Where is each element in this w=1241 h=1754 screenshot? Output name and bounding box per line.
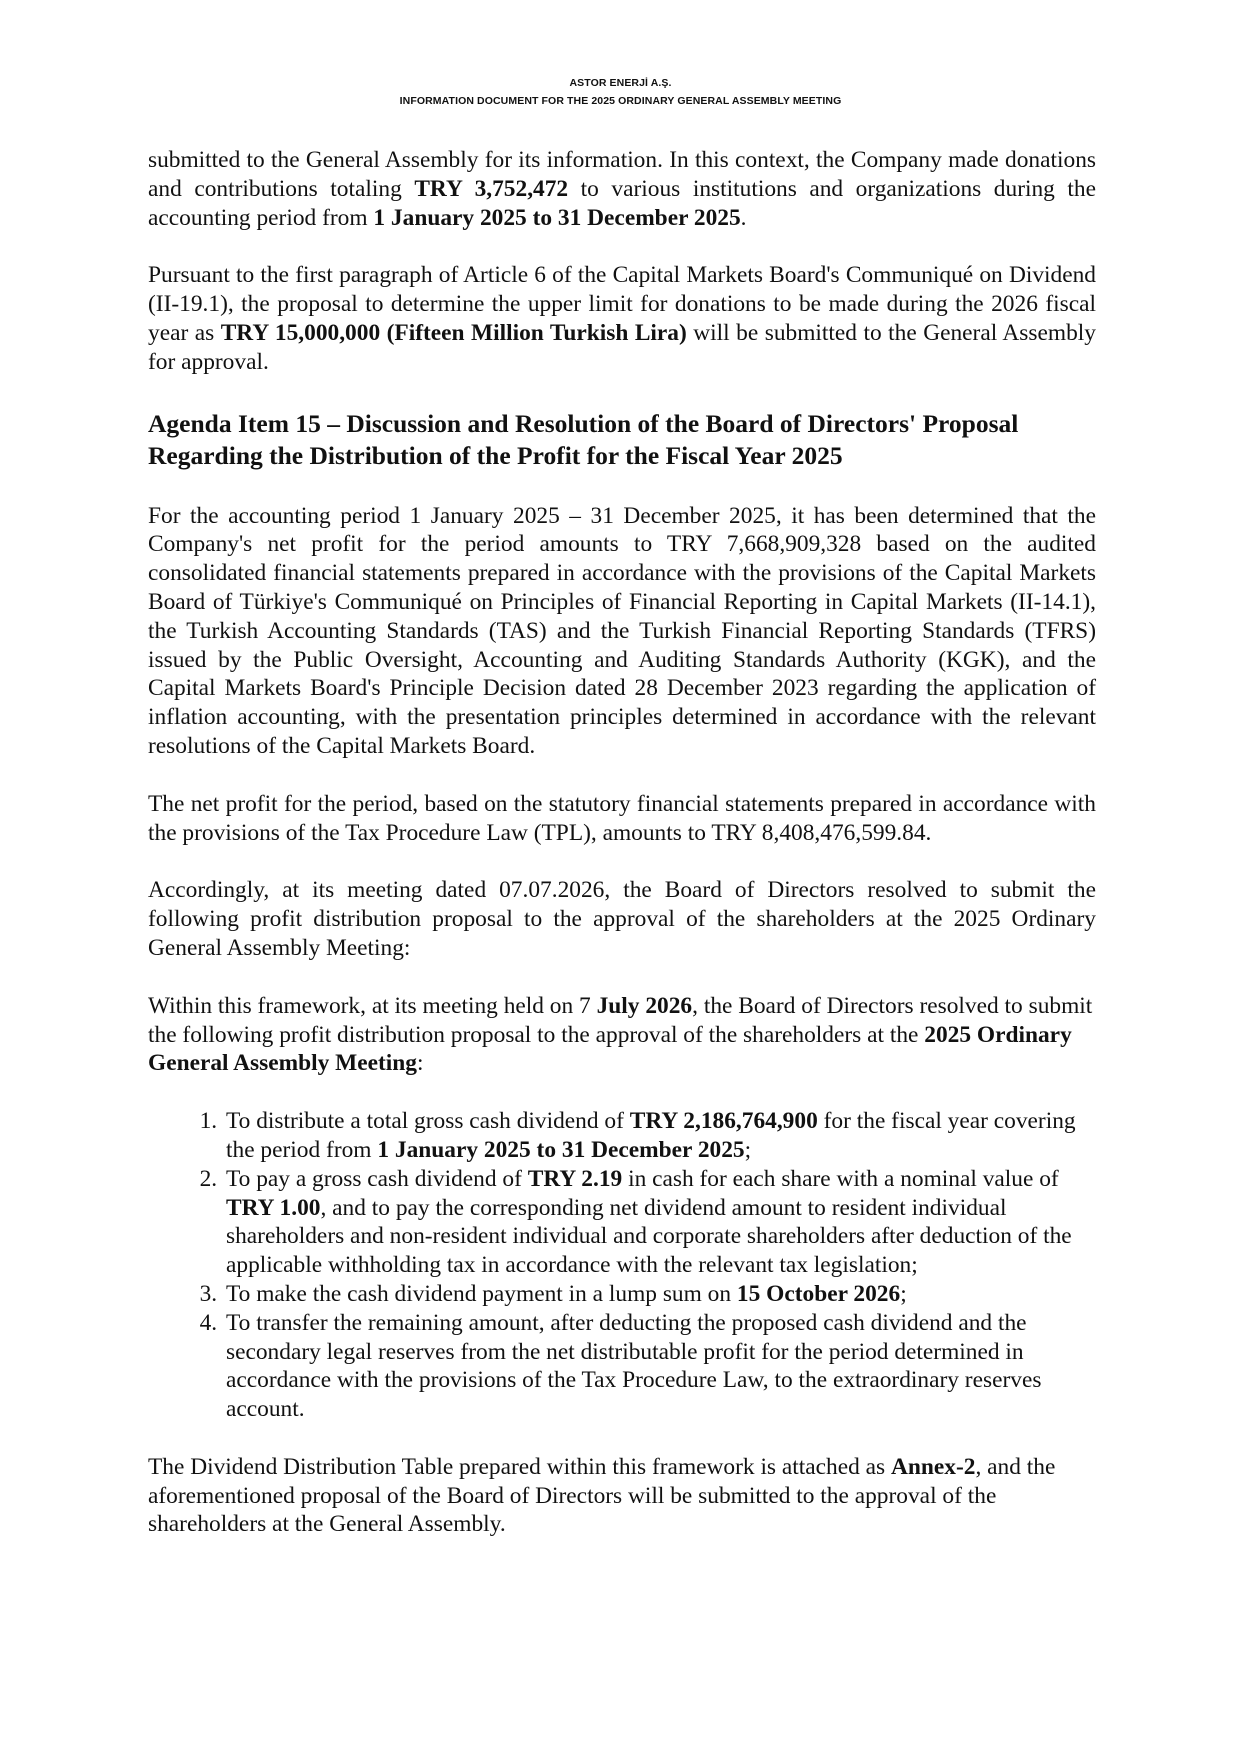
net-profit-consolidated-paragraph: For the accounting period 1 January 2025 – 31 December 2025, it has been determined that the Company's net profit for the period amounts to TRY 7,668,909,328 based on the audited consolidated financial statements prepared in accordance with the provisions of the Capital Markets Board of Türkiye's Communiqué on Principles of Financial Reporting in Capital Markets (II-14.1), the Turkish Accounting Standards (TAS) and the Turkish Financial Reporting Standards (TFRS) issued by the Public Oversight, Accounting and Auditing Standards Authority (KGK), and the Capital Markets Board's Principle Decision dated 28 December 2023 regarding the application of inflation accounting, with the presentation principles determined in accordance with the relevant resolutions of the Capital Markets Board. [148,502,1096,759]
text-run: The Dividend Distribution Table prepared within this framework is attached as [148,1453,891,1480]
fiscal-period: 1 January 2025 to 31 December 2025 [377,1136,745,1163]
text-run: will be submitted to the General Assembly for approval. [148,319,1096,375]
nominal-value: TRY 1.00 [226,1194,321,1221]
document-body [148,146,1096,1539]
donation-limit-paragraph [148,261,1096,376]
dividend-per-share: TRY 2.19 [527,1165,623,1192]
text-run: ; [744,1136,752,1163]
annex-reference: Annex-2 [890,1453,976,1480]
total-dividend: TRY 2,186,764,900 [629,1108,818,1135]
text-run: , and to pay the corresponding net dividend amount to resident individual shareholders and non-resident individual and corporate shareholders after deduction of the applicable withholding tax in accordance with the relevant tax legislation; [226,1194,1072,1279]
text-run: . [740,204,747,231]
text-run: , the Board of Directors resolved to submit the following profit distribution proposal to the approval of the shareholders at the [148,992,1093,1048]
list-item [223,1280,1096,1309]
text-run: ; [900,1280,907,1307]
text-run: , and the aforementioned proposal of the Board of Directors will be submitted to the approval of the shareholders at the General Assembly. [148,1453,1056,1538]
text-run: in cash for each share with a nominal value of [622,1165,1059,1192]
proposal-list [148,1107,1096,1424]
meeting-date: July 2026 [596,992,693,1019]
donation-total: TRY 3,752,472 [414,175,569,202]
list-item [223,1107,1096,1165]
document-title: INFORMATION DOCUMENT FOR THE 2025 ORDINARY GENERAL ASSEMBLY MEETING [399,95,842,107]
accounting-period: 1 January 2025 to 31 December 2025 [373,204,741,231]
framework-paragraph [148,992,1096,1078]
net-profit-statutory-paragraph: The net profit for the period, based on the statutory financial statements prepared in accordance with the provisions of the Tax Procedure Law (TPL), amounts to TRY 8,408,476,599.84. [148,790,1096,846]
agenda-item-heading: Agenda Item 15 – Discussion and Resolution of the Board of Directors' Proposal Regarding the Distribution of the Profit for the Fiscal Year 2025 [148,408,1019,471]
company-name: ASTOR ENERJİ A.Ş. [569,77,672,89]
list-item [223,1165,1096,1280]
donations-paragraph [148,146,1096,232]
text-run: Pursuant to the first paragraph of Article 6 of the Capital Markets Board's Communiqué on Dividend (II-19.1), the proposal to determine the upper limit for donations to be made during the 2026 fiscal year as [148,262,1096,346]
text-run: : [416,1050,424,1077]
list-item [223,1309,1096,1424]
board-resolution-paragraph: Accordingly, at its meeting dated 07.07.2026, the Board of Directors resolved to submit the following profit distribution proposal to the approval of the shareholders at the 2025 Ordinary General Assembly Meeting: [148,877,1096,961]
page-header [0,74,1241,110]
text-run: to various institutions and organizations during the accounting period from [148,175,1097,231]
payment-date: 15 October 2026 [736,1280,901,1307]
text-run: To make the cash dividend payment in a lump sum on [226,1280,737,1307]
text-run: To transfer the remaining amount, after deducting the proposed cash dividend and the secondary legal reserves from the net distributable profit for the period determined in accordance with the provisions of the Tax Procedure Law, to the extraordinary reserves account. [226,1309,1042,1423]
text-run: Within this framework, at its meeting held on 7 [148,992,597,1019]
meeting-name: 2025 Ordinary General Assembly Meeting [148,1021,1072,1077]
text-run: submitted to the General Assembly for its information. In this context, the Company made donations and contributions totaling [148,147,1096,202]
text-run: To pay a gross cash dividend of [226,1165,528,1192]
text-run: To distribute a total gross cash dividend of [226,1108,630,1135]
donation-limit: TRY 15,000,000 (Fifteen Million Turkish Lira) [220,319,687,346]
annex-paragraph [148,1453,1096,1539]
text-run: for the fiscal year covering the period from [226,1108,1076,1163]
